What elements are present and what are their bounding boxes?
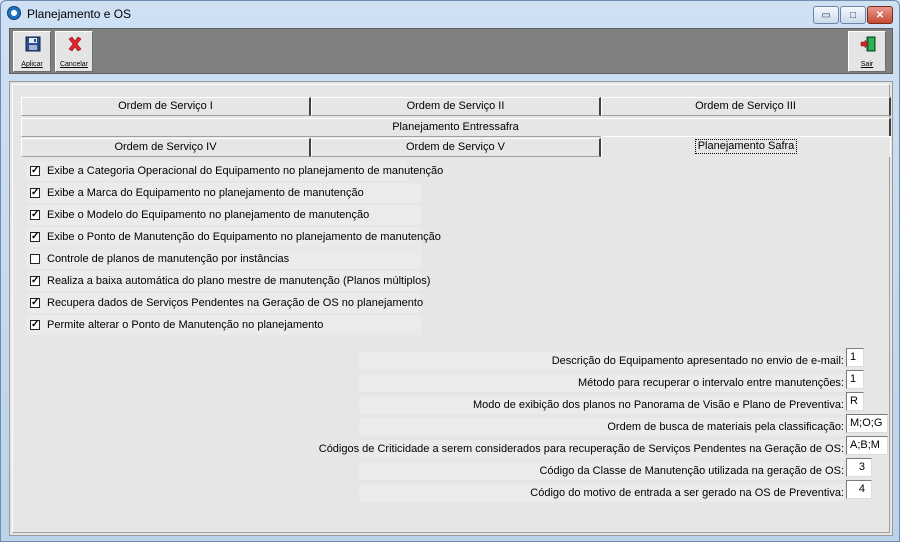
param-row-motivo-entrada [359, 484, 844, 502]
cancel-button[interactable] [55, 31, 93, 72]
checkbox-ponto-manutencao[interactable] [27, 227, 441, 247]
checkbox-servicos-pendentes[interactable] [27, 293, 424, 313]
modo-exibicao-field[interactable]: R [846, 392, 864, 411]
tab-ordem-servico-1[interactable]: Ordem de Serviço I [21, 97, 311, 116]
main-panel [9, 81, 893, 536]
exit-label: Sair [860, 61, 874, 68]
minimize-button[interactable] [813, 6, 839, 24]
tab-planejamento-safra[interactable] [601, 136, 891, 157]
tab-ordem-servico-4[interactable]: Ordem de Serviço IV [21, 138, 311, 157]
maximize-button[interactable] [840, 6, 866, 24]
cancel-label: Cancelar [59, 61, 88, 68]
exit-button[interactable] [848, 31, 886, 72]
close-icon: ✕ [875, 9, 885, 21]
param-label: Código da Classe de Manutenção utilizada na geração de OS: [539, 465, 844, 477]
metodo-intervalo-field[interactable]: 1 [846, 370, 864, 389]
toolbar [9, 28, 893, 74]
apply-label: Aplicar [21, 61, 43, 68]
param-row-metodo-intervalo [359, 374, 844, 392]
param-row-classe-manutencao [359, 462, 844, 480]
tab-planejamento-entressafra[interactable]: Planejamento Entressafra [21, 118, 891, 137]
app-icon [7, 6, 21, 20]
title-bar[interactable] [1, 1, 899, 27]
minimize-icon: ▭ [821, 9, 831, 21]
checkbox[interactable]: ✓ [31, 275, 40, 286]
param-row-criticidade [318, 440, 844, 458]
param-label: Descrição do Equipamento apresentado no envio de e-mail: [551, 355, 844, 367]
tab-content-safra [19, 157, 891, 531]
checkbox-label: Exibe a Marca do Equipamento no planejamento de manutenção [47, 187, 364, 199]
checkbox[interactable]: ✓ [31, 297, 40, 308]
param-label: Ordem de busca de materiais pela classificação: [607, 421, 844, 433]
window-title: Planejamento e OS [27, 7, 132, 21]
classe-manutencao-field[interactable]: 3 [846, 458, 872, 477]
exit-door-icon [860, 36, 876, 52]
param-row-descricao-email [359, 352, 844, 370]
checkbox-modelo[interactable] [27, 205, 421, 225]
checkbox-label: Exibe o Ponto de Manutenção do Equipamento no planejamento de manutenção [47, 231, 441, 243]
checkbox-label: Permite alterar o Ponto de Manutenção no planejamento [47, 319, 324, 331]
checkbox-label: Controle de planos de manutenção por instâncias [47, 253, 290, 265]
ordem-busca-field[interactable]: M;O;G [846, 414, 888, 433]
checkbox-label: Recupera dados de Serviços Pendentes na Geração de OS no planejamento [47, 297, 424, 309]
tab-ordem-servico-5[interactable]: Ordem de Serviço V [311, 138, 601, 157]
param-label: Modo de exibição dos planos no Panorama de Visão e Plano de Preventiva: [473, 399, 844, 411]
cancel-x-icon [67, 36, 83, 52]
checkbox[interactable]: ✓ [31, 209, 40, 220]
checkbox-controle-instancias[interactable] [27, 249, 421, 269]
save-icon [25, 36, 41, 52]
checkbox[interactable]: ✓ [31, 319, 40, 330]
checkbox-alterar-ponto[interactable] [27, 315, 421, 335]
criticidade-field[interactable]: A;B;M [846, 436, 888, 455]
checkbox-label: Exibe o Modelo do Equipamento no planejamento de manutenção [47, 209, 370, 221]
close-button[interactable] [867, 6, 893, 24]
checkbox[interactable] [30, 254, 40, 264]
checkbox-label: Exibe a Categoria Operacional do Equipamento no planejamento de manutenção [47, 165, 444, 177]
checkbox[interactable]: ✓ [31, 231, 40, 242]
param-label: Códigos de Criticidade a serem considerados para recuperação de Serviços Pendentes na Geração de OS: [318, 443, 844, 455]
tab-ordem-servico-3[interactable]: Ordem de Serviço III [601, 97, 891, 116]
checkbox[interactable]: ✓ [31, 165, 40, 176]
descricao-email-field[interactable]: 1 [846, 348, 864, 367]
checkbox[interactable]: ✓ [31, 187, 40, 198]
checkbox-marca[interactable] [27, 183, 421, 203]
checkbox-categoria-operacional[interactable] [27, 161, 444, 181]
checkbox-baixa-automatica[interactable] [27, 271, 431, 291]
motivo-entrada-field[interactable]: 4 [846, 480, 872, 499]
param-row-ordem-busca [359, 418, 844, 436]
maximize-icon: □ [849, 9, 857, 21]
tab-ordem-servico-2[interactable]: Ordem de Serviço II [311, 97, 601, 116]
checkbox-label: Realiza a baixa automática do plano mestre de manutenção (Planos múltiplos) [47, 275, 431, 287]
param-label: Método para recuperar o intervalo entre manutenções: [578, 377, 844, 389]
param-row-modo-exibicao [359, 396, 844, 414]
apply-button[interactable] [13, 31, 51, 72]
tab-planejamento-safra-label: Planejamento Safra [695, 139, 798, 154]
param-label: Código do motivo de entrada a ser gerado na OS de Preventiva: [530, 487, 844, 499]
